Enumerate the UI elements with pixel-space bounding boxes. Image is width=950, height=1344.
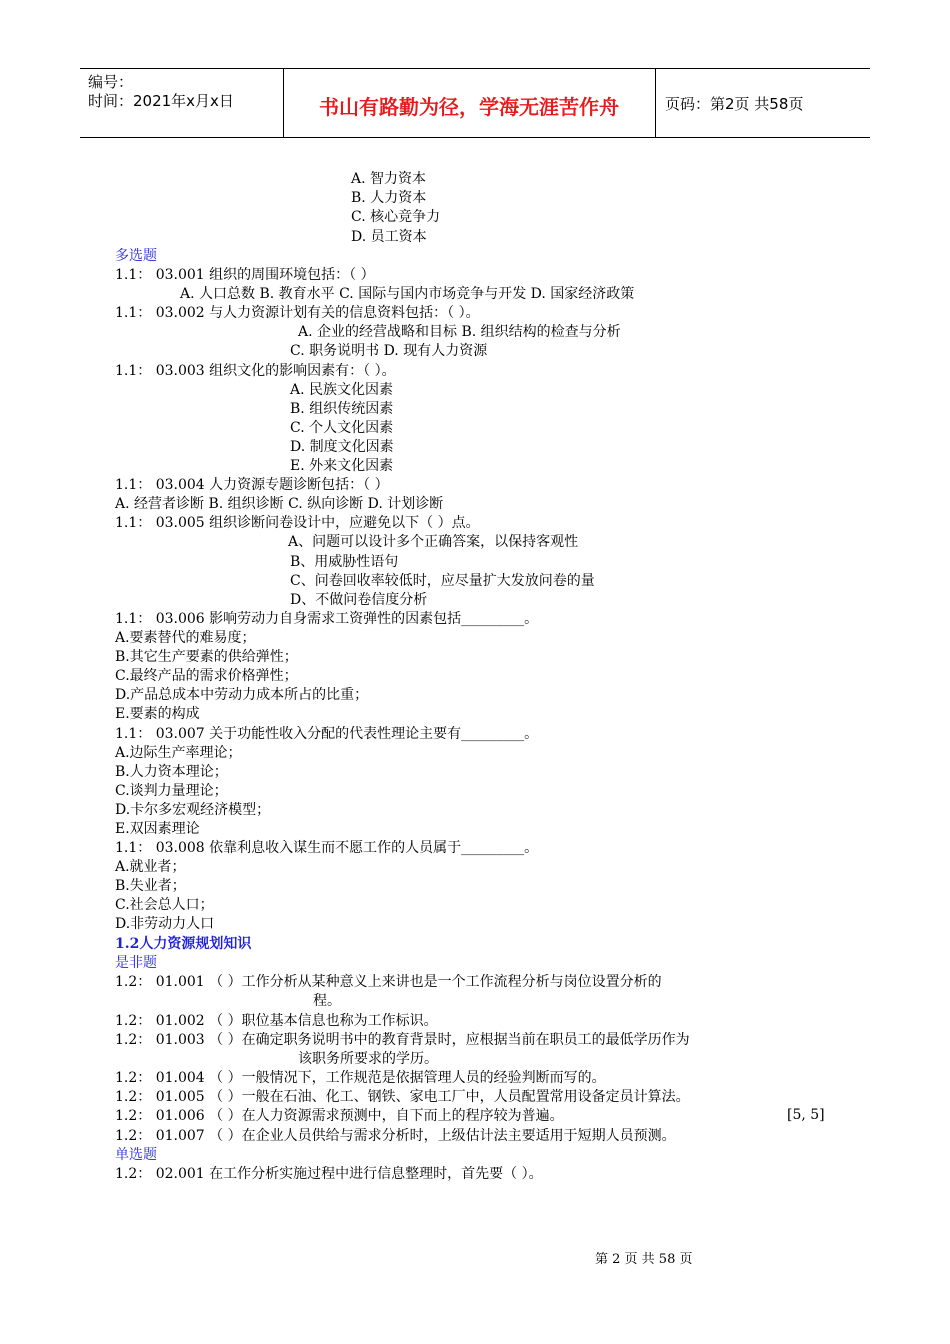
- text-line: C、问卷回收率较低时，应尽量扩大发放问卷的量: [290, 573, 595, 589]
- text-line: A.边际生产率理论；: [115, 745, 242, 761]
- score-annotation: [5, 5]: [787, 1107, 825, 1123]
- text-line: 1.1： 03.007 关于功能性收入分配的代表性理论主要有_________。: [115, 726, 539, 742]
- text-line: C. 核心竞争力: [351, 209, 441, 225]
- text-line: A. 企业的经营战略和目标 B. 组织结构的检查与分析: [298, 324, 621, 340]
- text-line: E. 外来文化因素: [290, 458, 394, 474]
- text-line: B.失业者；: [115, 878, 186, 894]
- text-line: 1.1： 03.005 组织诊断问卷设计中，应避免以下（ ）点。: [115, 515, 480, 531]
- text-line: A. 人口总数 B. 教育水平 C. 国际与国内市场竞争与开发 D. 国家经济政策: [180, 286, 635, 302]
- header-meta: [88, 73, 234, 111]
- text-line: D、不做问卷信度分析: [290, 592, 428, 608]
- text-line: E.要素的构成: [115, 706, 200, 722]
- text-line: 1.1： 03.004 人力资源专题诊断包括：（ ）: [115, 477, 389, 493]
- text-line: A.要素替代的难易度；: [115, 630, 256, 646]
- text-line: D.非劳动力人口: [115, 916, 215, 932]
- text-line: 1.2： 01.003 （ ）在确定职务说明书中的教育背景时，应根据当前在职员工的最低学历作为: [115, 1032, 690, 1048]
- text-line: D.产品总成本中劳动力成本所占的比重；: [115, 687, 369, 703]
- text-line: 1.2： 01.001 （ ）工作分析从某种意义上来讲也是一个工作流程分析与岗位设置分析的: [115, 974, 662, 990]
- text-line: A. 民族文化因素: [290, 382, 394, 398]
- serial-label: 编号：: [88, 73, 134, 91]
- text-line: B、用威胁性语句: [290, 554, 399, 570]
- text-line: 1.2： 01.007 （ ）在企业人员供给与需求分析时，上级估计法主要适用于短期人员预测。: [115, 1128, 676, 1144]
- text-line: B. 人力资本: [351, 190, 427, 206]
- header-page-info: 页码：第2页 共58页: [665, 95, 804, 113]
- text-line: 该职务所要求的学历。: [298, 1051, 438, 1067]
- text-line: 1.2人力资源规划知识: [115, 936, 252, 952]
- text-line: A. 智力资本: [351, 171, 427, 187]
- text-line: 1.2： 02.001 在工作分析实施过程中进行信息整理时，首先要（ ）。: [115, 1166, 543, 1182]
- text-line: C.社会总人口；: [115, 897, 214, 913]
- header-divider: [655, 69, 656, 137]
- text-line: A.就业者；: [115, 859, 186, 875]
- text-line: 1.2： 01.002 （ ）职位基本信息也称为工作标识。: [115, 1013, 438, 1029]
- text-line: C.最终产品的需求价格弹性；: [115, 668, 298, 684]
- text-line: 1.2： 01.006 （ ）在人力资源需求预测中，自下而上的程序较为普遍。: [115, 1108, 564, 1124]
- text-line: D. 制度文化因素: [290, 439, 394, 455]
- text-line: D.卡尔多宏观经济模型；: [115, 802, 271, 818]
- text-line: A. 经营者诊断 B. 组织诊断 C. 纵向诊断 D. 计划诊断: [115, 496, 444, 512]
- text-line: 1.1： 03.001 组织的周围环境包括：（ ）: [115, 267, 375, 283]
- text-line: B.其它生产要素的供给弹性；: [115, 649, 298, 665]
- text-line: C.谈判力量理论；: [115, 783, 228, 799]
- page-header: [80, 68, 870, 138]
- text-line: A、问题可以设计多个正确答案，以保持客观性: [288, 534, 579, 550]
- text-line: 1.1： 03.002 与人力资源计划有关的信息资料包括：（ ）。: [115, 305, 480, 321]
- text-line: 单选题: [115, 1147, 157, 1163]
- text-line: 1.2： 01.005 （ ）一般在石油、化工、钢铁、家电工厂中，人员配置常用设备定员计算法。: [115, 1089, 690, 1105]
- text-line: D. 员工资本: [351, 229, 427, 245]
- text-line: 1.2： 01.004 （ ）一般情况下，工作规范是依据管理人员的经验判断而写的。: [115, 1070, 606, 1086]
- text-line: 1.1： 03.006 影响劳动力自身需求工资弹性的因素包括_________。: [115, 611, 539, 627]
- text-line: 是非题: [115, 955, 157, 971]
- text-line: B.人力资本理论；: [115, 764, 228, 780]
- text-line: 1.1： 03.003 组织文化的影响因素有：（ ）。: [115, 363, 396, 379]
- text-line: C. 个人文化因素: [290, 420, 394, 436]
- page-footer: 第 2 页 共 58 页: [595, 1252, 693, 1267]
- text-line: 1.1： 03.008 依靠利息收入谋生而不愿工作的人员属于_________。: [115, 840, 539, 856]
- date-label: 时间：2021年x月x日: [88, 92, 234, 110]
- text-line: B. 组织传统因素: [290, 401, 394, 417]
- text-line: C. 职务说明书 D. 现有人力资源: [290, 343, 488, 359]
- text-line: 多选题: [115, 248, 157, 264]
- header-motto: 书山有路勤为径，学海无涯苦作舟: [319, 95, 619, 119]
- text-line: 程。: [313, 993, 341, 1009]
- text-line: E.双因素理论: [115, 821, 200, 837]
